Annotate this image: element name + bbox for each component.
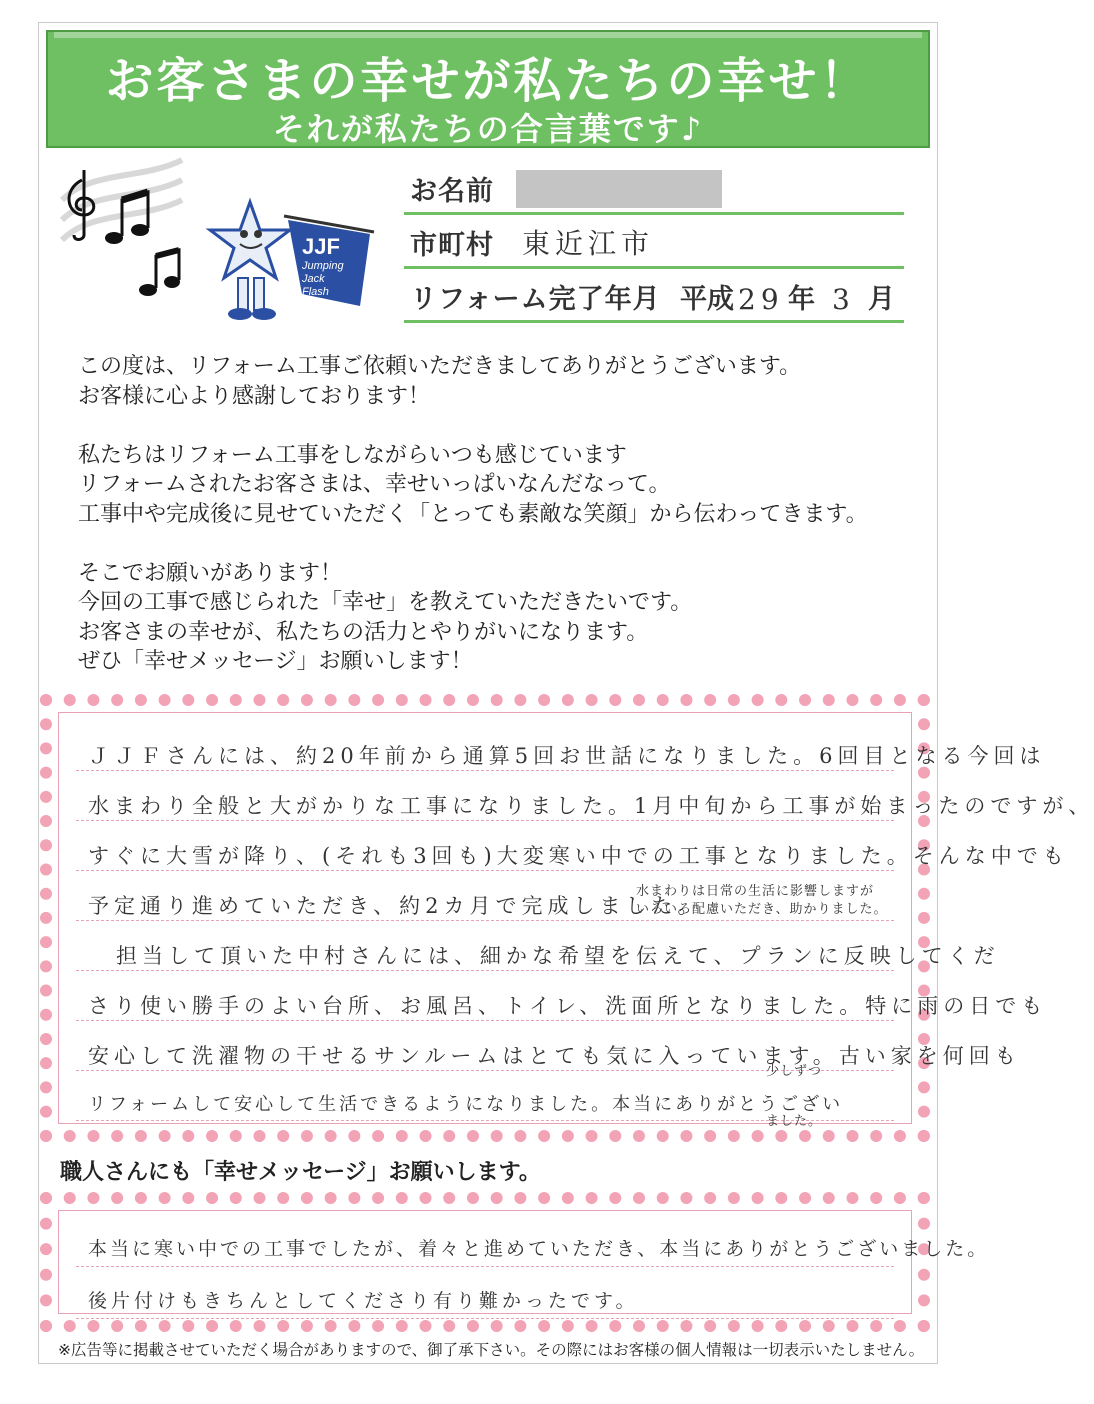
header-banner <box>46 30 930 148</box>
city-field <box>404 222 904 269</box>
intro-line: この度は、リフォーム工事ご依頼いただきましてありがとうございます。 <box>78 354 802 379</box>
year-value: 29 <box>738 283 784 316</box>
logo-flash-text: Flash <box>302 286 329 298</box>
logo-jjf-text: JJF <box>302 234 340 259</box>
completion-date-label: リフォーム完了年月 <box>410 284 661 315</box>
craft-line: 本当に寒い中での工事でしたが、着々と進めていただき、本当にありがとうございました。 <box>88 1238 990 1260</box>
intro-line: お客様に心より感謝しております！ <box>78 383 431 409</box>
message-line: 安心して洗濯物の干せるサンルームはとても気に入っています。古い家を何回も <box>88 1044 1021 1068</box>
message-line: リフォームして安心して生活できるようになりました。本当にありがとうござい <box>88 1094 844 1115</box>
month-unit: 月 <box>868 284 895 315</box>
intro-line: リフォームされたお客さまは、幸せいっぱいなんだなって。 <box>78 472 671 497</box>
star-mascot-icon <box>210 190 380 330</box>
intro-line: そこでお願いがあります！ <box>78 560 343 586</box>
city-label: 市町村 <box>410 230 494 261</box>
name-field <box>404 168 904 215</box>
banner-subtitle: それが私たちの合言葉です♪ <box>272 110 704 148</box>
intro-line: お客さまの幸せが、私たちの活力とやりがいになります。 <box>78 619 649 645</box>
era-label: 平成 <box>680 284 734 315</box>
message-margin-note: いろいろ配慮いただき、助かりました。 <box>636 902 888 917</box>
craft-line: 後片付けもきちんとしてくださり有り難かったです。 <box>88 1290 639 1312</box>
logo-jack-text: Jack <box>302 273 325 285</box>
logo-jumping-text: Jumping <box>302 260 344 272</box>
message-margin-note: 少しずつ <box>766 1064 823 1079</box>
craft-message-box <box>40 1192 990 1332</box>
city-value: 東近江市 <box>522 227 655 260</box>
message-line: 水まわり全般と大がかりな工事になりました。1月中旬から工事が始まったのですが、 <box>88 794 1094 818</box>
craft-heading: 職人さんにも「幸せメッセージ」お願いします。 <box>60 1160 541 1185</box>
banner-title: お客さまの幸せが私たちの幸せ！ <box>105 53 871 109</box>
intro-line: 工事中や完成後に見せていただく「とっても素敵な笑顔」から伝わってきます。 <box>78 501 868 527</box>
name-label: お名前 <box>410 176 494 207</box>
message-line: 予定通り進めていただき、約2カ月で完成しました。 <box>88 894 704 918</box>
message-margin-note: ました。 <box>766 1114 823 1129</box>
month-value: 3 <box>832 283 855 316</box>
intro-line: ぜひ「幸せメッセージ」お願いします！ <box>78 649 473 674</box>
jjf-logo <box>210 190 380 330</box>
message-line: ＪＪＦさんには、約20年前から通算5回お世話になりました。6回目となる今回は <box>88 744 1046 768</box>
name-redaction <box>516 170 722 208</box>
intro-line: 私たちはリフォーム工事をしながらいつも感じています <box>78 442 627 468</box>
customer-message-box <box>40 694 1094 1142</box>
footer-disclaimer: ※広告等に掲載させていただく場合がありますので、御了承下さい。その際にはお客様の個人情報は一切表示いたしません。 <box>58 1341 925 1359</box>
intro-text <box>78 352 928 677</box>
completion-date-field <box>404 276 904 323</box>
message-line: さり使い勝手のよい台所、お風呂、トイレ、洗面所となりました。特に雨の日でも <box>88 994 1048 1018</box>
message-margin-note: 水まわりは日常の生活に影響しますが <box>636 884 875 899</box>
message-line: すぐに大雪が降り、(それも3回も)大変寒い中での工事となりました。そんな中でも <box>88 844 1069 868</box>
intro-line: 今回の工事で感じられた「幸せ」を教えていただきたいです。 <box>78 590 693 615</box>
message-line: 担当して頂いた中村さんには、細かな希望を伝えて、プランに反映してくだ <box>116 944 1000 968</box>
banner-highlight <box>54 32 922 38</box>
year-unit: 年 <box>788 284 815 315</box>
music-notes-icon <box>62 160 182 300</box>
